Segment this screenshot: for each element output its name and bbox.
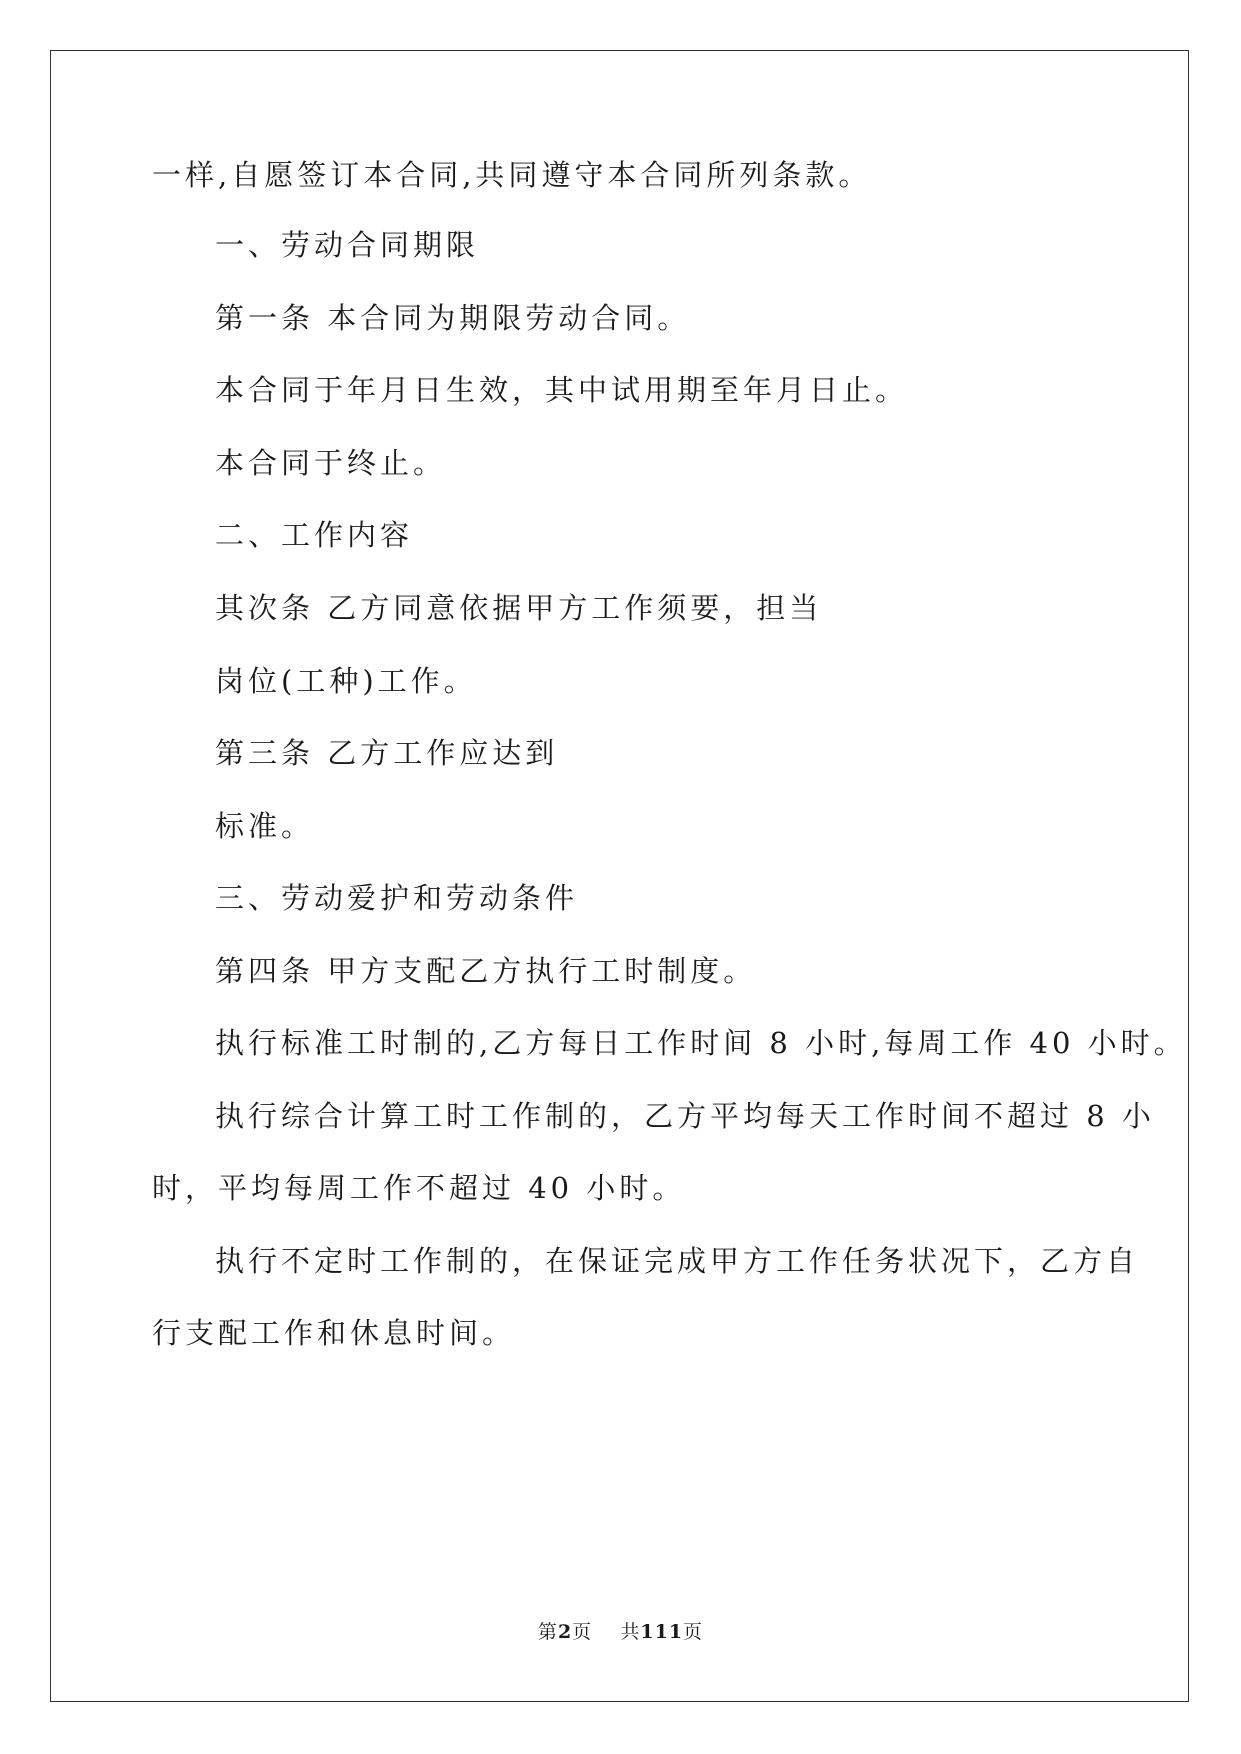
footer-prefix: 第 [537,1621,558,1643]
paragraph-line: 标准。 [215,809,315,843]
paragraph-line: 第三条 乙方工作应达到 [215,736,559,770]
paragraph-line: 第一条 本合同为期限劳动合同。 [215,301,691,335]
paragraph-line: 其次条 乙方同意依据甲方工作须要，担当 [215,591,823,625]
footer-page-suffix: 页 [572,1621,593,1643]
footer-total-pages: 111 [640,1621,684,1643]
paragraph-line: 岗位(工种)工作。 [215,664,477,698]
paragraph-line: 第四条 甲方支配乙方执行工时制度。 [215,954,757,988]
paragraph-line: 本合同于终止。 [215,446,447,480]
footer-total-prefix: 共 [620,1621,641,1643]
section-heading: 二、工作内容 [215,518,414,552]
paragraph-line: 一样,自愿签订本合同,共同遵守本合同所列条款。 [152,158,872,192]
paragraph-line: 执行综合计算工时工作制的，乙方平均每天工作时间不超过 8 小 [215,1099,1155,1133]
paragraph-line: 执行标准工时制的,乙方每日工作时间 8 小时,每周工作 40 小时。 [215,1026,1187,1060]
page-border [50,50,1189,1702]
footer-total-suffix: 页 [683,1621,704,1643]
paragraph-line: 时，平均每周工作不超过 40 小时。 [152,1171,686,1205]
footer-page-number: 2 [557,1621,573,1643]
page-footer [0,1617,1241,1644]
paragraph-line: 执行不定时工作制的，在保证完成甲方工作任务状况下，乙方自 [215,1244,1140,1278]
paragraph-line: 本合同于年月日生效，其中试用期至年月日止。 [215,373,909,407]
section-heading: 三、劳动爱护和劳动条件 [215,881,579,915]
section-heading: 一、劳动合同期限 [215,228,480,262]
paragraph-line: 行支配工作和休息时间。 [152,1316,516,1350]
